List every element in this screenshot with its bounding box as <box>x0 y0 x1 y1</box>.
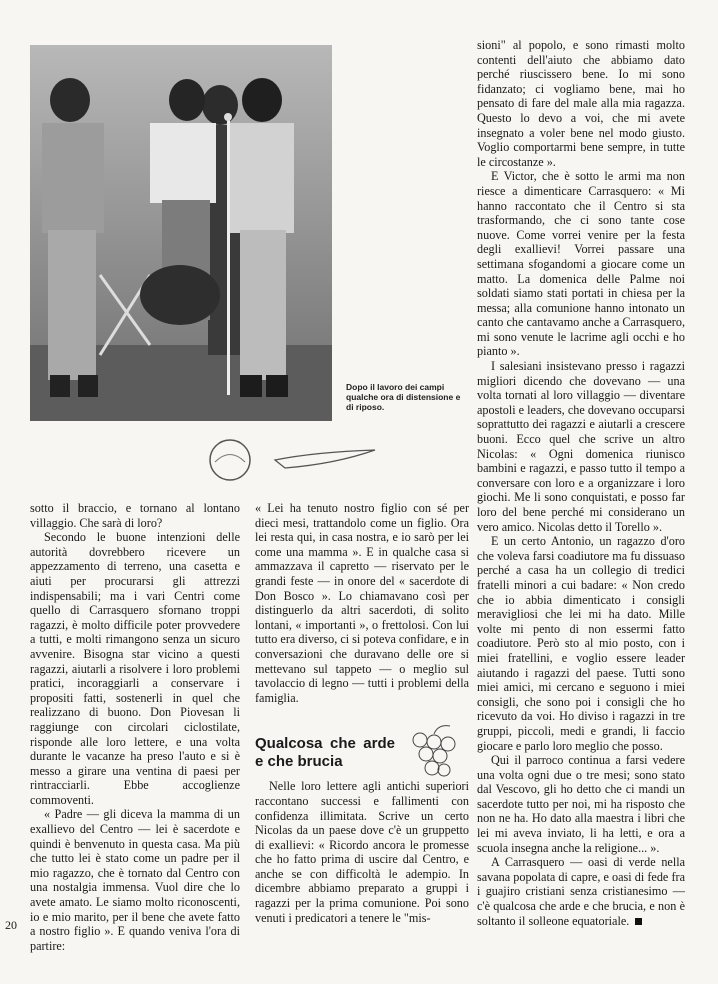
landscape-sketch-icon <box>205 432 385 487</box>
column-middle <box>255 501 469 925</box>
column-right <box>477 38 685 928</box>
paragraph: « Padre — gli diceva la mamma di un exallievo del Centro — lei è sacerdote e quindi è benvenuto in questa casa. Ma più che tutto lei è stato come un padre per il mio ragazzo, che è tornato dal Centro con una nostalgia immensa. Vuol dire che lo avete amato. Le siamo molto riconoscenti, io e mio marito, per il bene che avete fatto a nostro figlio ». E quando veniva l'ora di partire: <box>30 807 240 953</box>
paragraph: Nelle loro lettere agli antichi superiori raccontano successi e fallimenti con confidenza illimitata. Scrive un certo Nicolas da un paese dove c'è un gruppetto di exallievi: « Ricordo ancora le promesse che ho fatto prima di uscire dal Centro, e anche se con difficoltà le adempio. In dicembre abbiamo preparato a gruppi i ragazzi per la prima comunione. Poi sono venuti i predicatori a tenere le "mis- <box>255 779 469 925</box>
paragraph: I salesiani insistevano presso i ragazzi migliori dicendo che dovevano — una volta tornati al loro villaggio — diventare apostoli e leaders, che dovevano occuparsi soprattutto dei ragazzi e aiutarli a crescere buoni. Ecco quel che scrive un altro Nicolas: « Ogni domenica riunisco bambini e ragazzi, e passo tutto il tempo a conversare con loro e a organizzare i loro giochi. Me li sono conquistati, e posso far loro del bene perché mi considerano un vero amico. Nicolas detto il Torello ». <box>477 359 685 534</box>
paragraph: A Carrasquero — oasi di verde nella savana popolata di capre, e oasi di fede fra i guajiro cristiani senza cristianesimo — c'è qualcosa che arde e che brucia, e non è soltanto il solleone equatoriale. <box>477 855 685 928</box>
photo-illustration <box>30 45 332 421</box>
paragraph: sotto il braccio, e tornano al lontano villaggio. Che sarà di loro? <box>30 501 240 530</box>
photo-caption: Dopo il lavoro dei campi qualche ora di distensione e di riposo. <box>346 382 461 412</box>
photo-boys-singing <box>30 45 332 421</box>
column-left <box>30 501 240 953</box>
page-number: 20 <box>5 918 17 932</box>
end-mark-icon <box>635 918 642 925</box>
paragraph: sioni" al popolo, e sono rimasti molto contenti dell'aiuto che abbiamo dato perché riuscissero bene. Io mi sono fidanzato; ci vogliamo bene, mai ho pensato di fare del male alla mia ragazza. Questo lo devo a voi, che mi avete insegnato a voler bene nel modo giusto. Voglio comportarmi bene sempre, in tutte le circostanze ». <box>477 38 685 169</box>
paragraph: E Victor, che è sotto le armi ma non riesce a dimenticare Carrasquero: « Mi hanno raccontato che il Centro si sta trasformando, che ci sono tante cose nuove. Come vorrei venire per la festa degli exallievi! Vorrei passare una settimana sfogandomi a giocare come un matto. La domenica delle Palme noi soldati siamo stati portati in chiesa per la messa; alla comunione hanno intonato un canto che cantavamo anche a Carrasquero, mi sono venute le lacrime agli occhi e ho pianto ». <box>477 169 685 359</box>
paragraph: Secondo le buone intenzioni delle autorità dovrebbero ricevere un appezzamento di terreno, una casetta e aiuti per procurarsi gli attrezzi indispensabili; ma i vari Centri come quello di Carrasquero sfornano troppi ragazzi, è molto difficile poter provvedere a tutti, e molti rimangono senza un sicuro avvenire. Bisogna star vicino a questi ragazzi, aiutarli a risolvere i loro problemi pratici, incoraggiarli a conservare i propositi fatti, sostenerli in quel che realizzano di buono. Don Piovesan li raggiunge con circolari ciclostilate, risponde alle loro lettere, e una volta durante le vacanze ha preso l'auto e si è messo a girare una ventina di paesi per rintracciarli. Ebbe accoglienze commoventi. <box>30 530 240 807</box>
paragraph: « Lei ha tenuto nostro figlio con sé per dieci mesi, trattandolo come un figlio. Ora lei resta qui, in casa nostra, e io sarò per lei come una mamma ». E in qualche casa si ammazzava il capretto — riservato per le grandi feste — in onore del « sacerdote di Don Bosco ». Lo chiamavano così per distinguerlo da altri sacerdoti, di solito lontani, « importanti », o frettolosi. Con lui tutto era diverso, ci si poteva confidare, e in conversazioni che duravano delle ore si mettevano sul tappeto — o meglio sul tavolaccio di legno — tutti i problemi della famiglia. <box>255 501 469 705</box>
paragraph: Qui il parroco continua a farsi vedere una volta ogni due o tre mesi; sono stato dal Vescovo, gli ho detto che ci mandi un sacerdote tutto per noi, mi ha risposto che non ne ha. Ho dato alla maestra i libri che lei mi aveva inviato, li ha letti, e ora a scuola insegna anche la religione... ». <box>477 753 685 855</box>
paragraph: E un certo Antonio, un ragazzo d'oro che voleva farsi coadiutore ma fu dissuaso perché a casa ha un collegio di tredici fratelli minori a cui badare: « Non credo che io abbia dimenticato i consigli meravigliosi che lei mi ha dato. Mille volte mi pento di non essermi fatto coadiutore. Però sto al mio posto, con i miei fratellini, e voglio essere leader aiutando i ragazzi del paese. Tutti sono miei amici, mi cercano e seguono i miei consigli, che sono poi i consigli che ho ricevuto da voi. Ho diviso i ragazzi in tre gruppi, piccoli, medi e grandi, li faccio giocare e parlo loro meglio che posso. <box>477 534 685 753</box>
section-heading: Qualcosa che arde e che brucia <box>255 735 395 771</box>
